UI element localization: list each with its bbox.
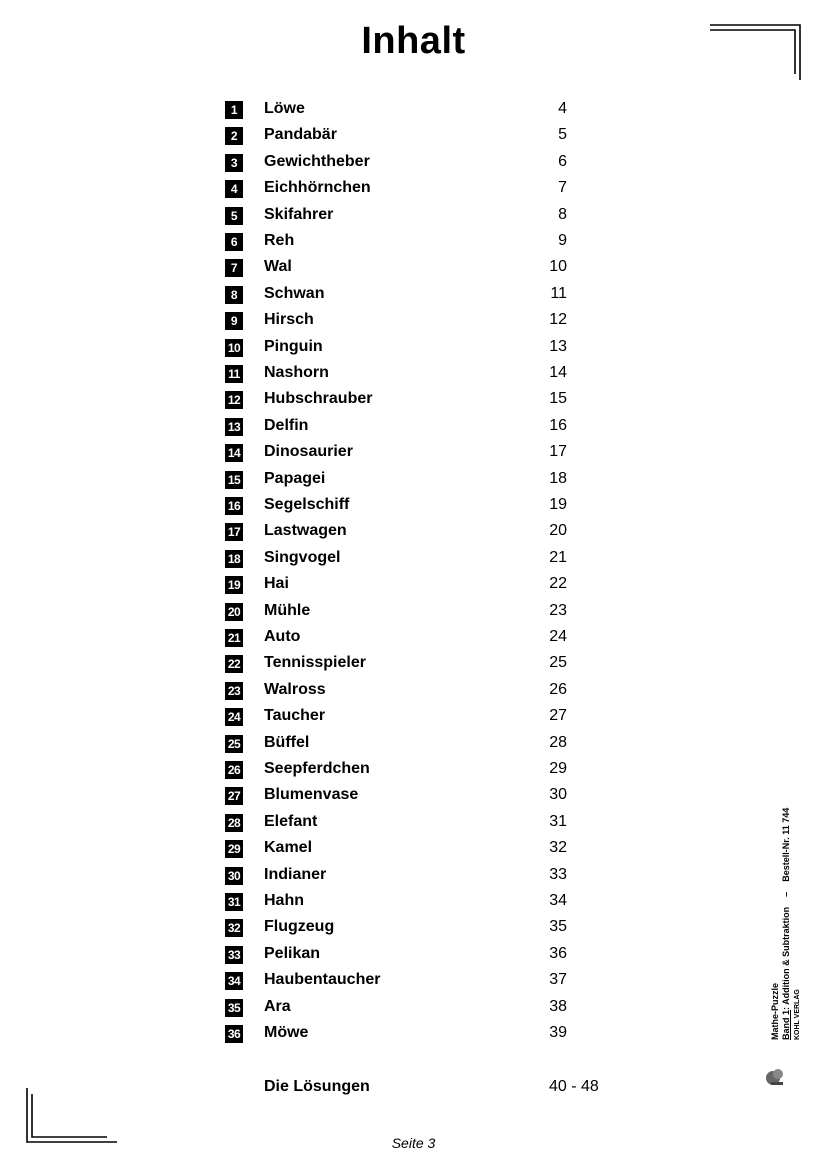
toc-entry-page: 13	[549, 337, 567, 355]
toc-entry-title: Wal	[264, 258, 292, 276]
toc-entry	[0, 308, 827, 334]
page-title: Inhalt	[361, 20, 466, 62]
toc-entry-number: 3	[225, 154, 243, 172]
toc-entry-number: 11	[225, 365, 243, 383]
toc-entry-page: 33	[549, 865, 567, 883]
toc-entry-page: 8	[558, 205, 567, 223]
toc-entry-title: Delfin	[264, 416, 309, 434]
toc-entry-number: 14	[225, 444, 243, 462]
toc-entry-page: 10	[549, 258, 567, 276]
toc-entry-number: 33	[225, 946, 243, 964]
toc-entry-title: Segelschiff	[264, 496, 350, 513]
toc-entry-number: 17	[225, 523, 243, 541]
toc-entry	[0, 97, 827, 123]
imprint-publisher: KOHL VERLAG	[794, 989, 801, 1040]
toc-entry-number: 25	[225, 735, 243, 753]
toc-entry-title: Blumenvase	[264, 786, 359, 804]
toc-entry-page: 36	[549, 944, 567, 962]
toc-entry	[0, 572, 827, 598]
corner-ornament-top-right	[710, 24, 802, 80]
toc-entry-page: 19	[549, 496, 567, 513]
toc-entry-number: 30	[225, 867, 243, 885]
toc-entry	[0, 467, 827, 493]
toc-entry-number: 19	[225, 576, 243, 594]
toc-entry-title: Pandabär	[264, 126, 337, 144]
toc-entry-page: 12	[549, 311, 567, 329]
toc-entry-page: 30	[549, 786, 567, 804]
solutions-entry	[0, 1076, 827, 1102]
toc-entry-page: 21	[549, 548, 567, 566]
toc-entry-page: 23	[549, 601, 567, 619]
toc-entry-page: 28	[549, 733, 567, 751]
page-number: Seite 3	[391, 1135, 436, 1151]
imprint-separator: –	[781, 891, 791, 897]
toc-entry	[0, 863, 827, 889]
toc-entry-page: 7	[558, 179, 567, 197]
toc-entry-page: 14	[549, 364, 567, 381]
toc-entry-page: 18	[549, 469, 567, 487]
toc-entry-page: 35	[549, 918, 567, 936]
toc-entry-title: Ara	[264, 997, 291, 1015]
toc-entry-title: Elefant	[264, 812, 318, 830]
toc-entry-number: 5	[225, 207, 243, 225]
toc-entry-title: Hai	[264, 575, 289, 593]
toc-entry-page: 5	[558, 126, 567, 144]
toc-entry	[0, 546, 827, 572]
imprint-order-number: Bestell-Nr. 11 744	[781, 807, 791, 882]
toc-entry-page: 17	[549, 443, 567, 461]
toc-entry	[0, 255, 827, 281]
toc-entry-page: 22	[549, 575, 567, 593]
toc-entry-page: 4	[558, 100, 567, 117]
toc-entry-number: 32	[225, 919, 243, 937]
toc-entry-title: Skifahrer	[264, 205, 334, 223]
toc-entry	[0, 915, 827, 941]
toc-entry-page: 31	[549, 812, 567, 830]
toc-entry-title: Seepferdchen	[264, 760, 370, 777]
toc-entry-page: 15	[549, 390, 567, 408]
toc-entry	[0, 335, 827, 361]
toc-entry-title: Lastwagen	[264, 522, 347, 540]
toc-entry-number: 34	[225, 972, 243, 990]
toc-entry-number: 15	[225, 471, 243, 489]
toc-entry-page: 25	[549, 654, 567, 672]
toc-entry-number: 20	[225, 603, 243, 621]
toc-entry	[0, 625, 827, 651]
toc-entry-page: 6	[558, 152, 567, 170]
toc-entry-page: 11	[550, 284, 567, 302]
toc-entry-number: 22	[225, 655, 243, 673]
toc-entry-title: Taucher	[264, 707, 326, 725]
toc-entry-title: Möwe	[264, 1024, 309, 1041]
toc-entry-number: 24	[225, 708, 243, 726]
toc-entry-title: Mühle	[264, 601, 311, 619]
toc-entry-number: 28	[225, 814, 243, 832]
toc-entry-title: Nashorn	[264, 364, 329, 381]
toc-entry-number: 16	[225, 497, 243, 515]
toc-entry-number: 9	[225, 312, 243, 330]
toc-entry	[0, 651, 827, 677]
toc-entry-title: Schwan	[264, 284, 325, 302]
side-imprint	[770, 740, 803, 1040]
toc-entry	[0, 731, 827, 757]
toc-entry	[0, 757, 827, 783]
imprint-details	[781, 740, 792, 1040]
toc-entry-number: 10	[225, 339, 243, 357]
publisher-logo-icon	[763, 1058, 803, 1088]
toc-entry-page: 39	[549, 1024, 567, 1041]
solutions-pages: 40 - 48	[549, 1078, 599, 1095]
toc-entry-number: 31	[225, 893, 243, 911]
toc-entry-number: 8	[225, 286, 243, 304]
toc-entry-page: 9	[558, 232, 567, 249]
toc-entry-title: Haubentaucher	[264, 971, 381, 989]
toc-entry	[0, 414, 827, 440]
toc-entry-title: Walross	[264, 680, 326, 698]
toc-entry-number: 29	[225, 840, 243, 858]
toc-entry-page: 32	[549, 839, 567, 857]
toc-entry-number: 6	[225, 233, 243, 251]
solutions-label: Die Lösungen	[264, 1078, 370, 1095]
toc-entry	[0, 519, 827, 545]
toc-entry-page: 16	[549, 416, 567, 434]
toc-entry-title: Flugzeug	[264, 918, 335, 936]
toc-entry-number: 27	[225, 787, 243, 805]
toc-entry-number: 35	[225, 999, 243, 1017]
toc-entry	[0, 176, 827, 202]
toc-entry	[0, 440, 827, 466]
toc-entry-number: 7	[225, 259, 243, 277]
toc-entry-number: 1	[225, 101, 243, 119]
toc-entry-page: 24	[549, 628, 567, 645]
toc-entry-number: 36	[225, 1025, 243, 1043]
toc-entry	[0, 203, 827, 229]
toc-entry-title: Kamel	[264, 839, 313, 857]
toc-entry	[0, 678, 827, 704]
toc-entry-title: Tennisspieler	[264, 654, 366, 672]
toc-entry-page: 27	[549, 707, 567, 725]
toc-entry-title: Hubschrauber	[264, 390, 373, 408]
toc-entry-title: Löwe	[264, 100, 305, 117]
imprint-subtitle: : Addition & Subtraktion	[781, 906, 791, 1010]
toc-entry	[0, 123, 827, 149]
toc-entry-number: 2	[225, 127, 243, 145]
toc-entry-title: Dinosaurier	[264, 443, 353, 461]
toc-entry	[0, 783, 827, 809]
toc-entry-title: Papagei	[264, 469, 326, 487]
toc-entry-number: 21	[225, 629, 243, 647]
toc-entry-page: 29	[549, 760, 567, 777]
toc-entry	[0, 836, 827, 862]
toc-entry	[0, 599, 827, 625]
toc-entry	[0, 361, 827, 387]
toc-entry	[0, 1021, 827, 1047]
toc-entry-number: 23	[225, 682, 243, 700]
toc-entry-page: 37	[549, 971, 567, 989]
toc-entry-title: Hirsch	[264, 311, 314, 329]
toc-entry	[0, 150, 827, 176]
toc-entry	[0, 810, 827, 836]
toc-entry-title: Eichhörnchen	[264, 179, 371, 197]
toc-entry	[0, 387, 827, 413]
toc-entry-number: 26	[225, 761, 243, 779]
toc-entry-title: Pinguin	[264, 337, 323, 355]
toc-entry-page: 26	[549, 680, 567, 698]
toc-entry-page: 38	[549, 997, 567, 1015]
toc-entry-page: 20	[549, 522, 567, 540]
toc-entry-number: 4	[225, 180, 243, 198]
toc-entry-title: Reh	[264, 232, 295, 249]
toc-entry-title: Pelikan	[264, 944, 321, 962]
toc-entry-title: Auto	[264, 628, 301, 645]
toc-entry-number: 13	[225, 418, 243, 436]
toc-entry	[0, 889, 827, 915]
toc-entry	[0, 229, 827, 255]
toc-entry-title: Büffel	[264, 733, 310, 751]
imprint-band: Band 1	[781, 1009, 791, 1040]
toc-entry-number: 18	[225, 550, 243, 568]
toc-entry	[0, 968, 827, 994]
toc-entry	[0, 282, 827, 308]
toc-entry-title: Indianer	[264, 865, 327, 883]
toc-entry	[0, 995, 827, 1021]
toc-entry	[0, 493, 827, 519]
toc-entry	[0, 704, 827, 730]
imprint-series: Mathe-Puzzle	[770, 982, 780, 1040]
toc-entry-page: 34	[549, 892, 567, 909]
toc-entry-title: Singvogel	[264, 548, 341, 566]
toc-entry-number: 12	[225, 391, 243, 409]
toc-entry-title: Gewichtheber	[264, 152, 370, 170]
toc-entry	[0, 942, 827, 968]
toc-entry-title: Hahn	[264, 892, 304, 909]
